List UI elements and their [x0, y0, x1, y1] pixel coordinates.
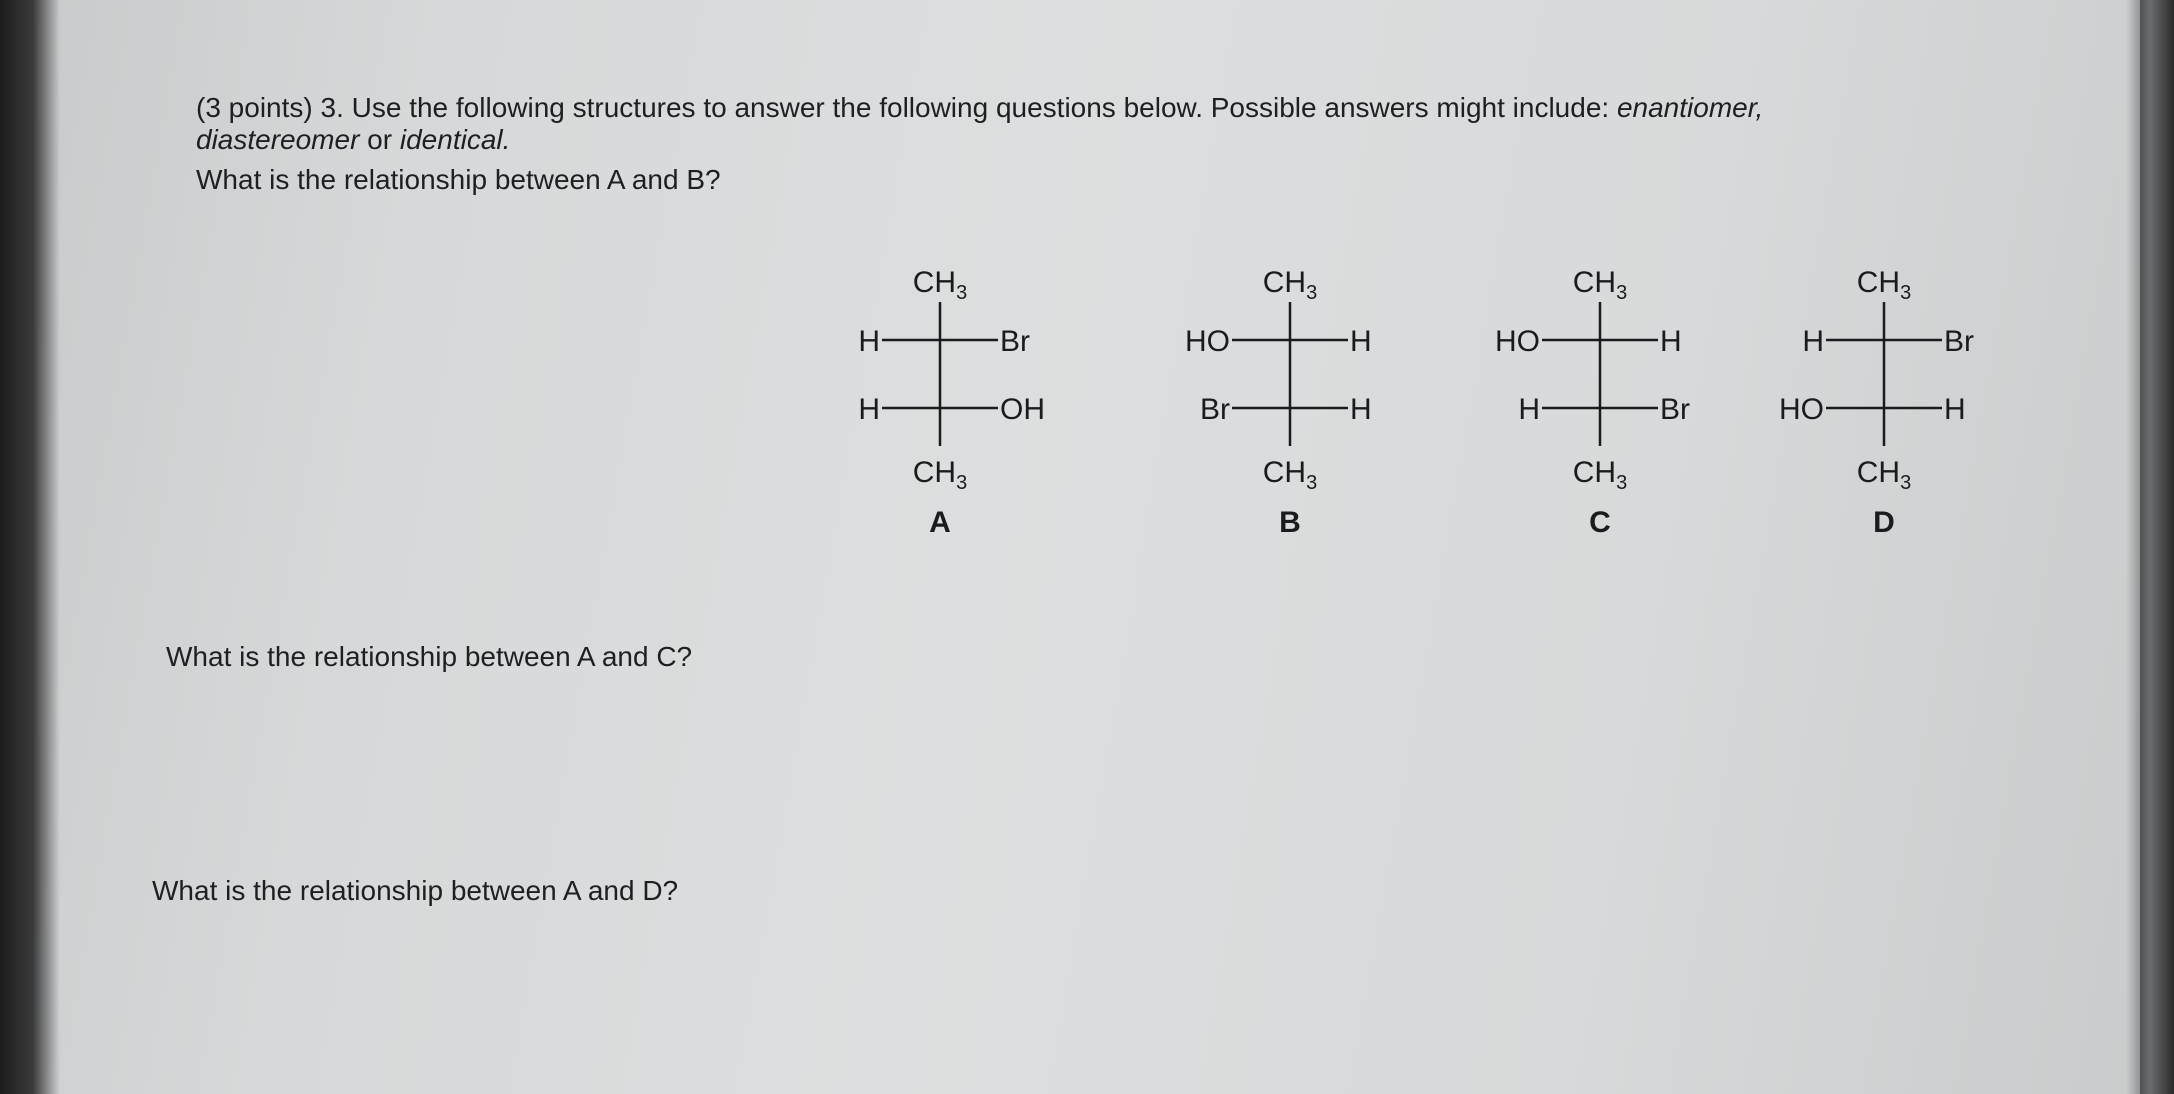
structure-b-row2-right: H [1350, 393, 1372, 426]
intro-text: (3 points) 3. Use the following structures to answer the following questions below. Possible answers might include: [196, 92, 1617, 123]
structure-d-row1-right: Br [1944, 325, 1974, 358]
structure-c-top-group: $CH_3$ [1572, 266, 1628, 304]
structure-c-row2-right: Br [1660, 393, 1690, 426]
structure-a-row2-left: H [858, 393, 880, 426]
intro-diastereomer: diastereomer [196, 124, 360, 155]
structure-b-row1-left: HO [1185, 325, 1230, 358]
structure-b-top-group: $CH_3$ [1262, 266, 1318, 304]
structure-b-row2-left: Br [1200, 393, 1230, 426]
question-intro-line2 [196, 124, 510, 156]
intro-or: or [359, 124, 400, 155]
structure-c-label: C [1589, 506, 1611, 539]
structure-a-row2-right: OH [1000, 393, 1045, 426]
structure-d-top-group: $CH_3$ [1856, 266, 1912, 304]
question-a-d: What is the relationship between A and D? [152, 875, 679, 906]
intro-enantiomer: enantiomer, [1616, 92, 1764, 123]
structure-d-row2-right: H [1944, 393, 1966, 426]
left-edge-shadow [0, 0, 60, 1094]
structure-a-row1-left: H [858, 325, 880, 358]
structure-a-label: A [929, 506, 951, 539]
structure-c-bottom-group: $CH_3$ [1572, 456, 1628, 494]
structure-a-row1-right: Br [1000, 325, 1030, 358]
structure-d-row1-left: H [1802, 325, 1824, 358]
right-edge-shadow [2126, 0, 2174, 1094]
structure-d-bottom-group: $CH_3$ [1856, 456, 1912, 494]
question-intro-line1 [196, 92, 1763, 124]
structure-c-row1-right: H [1660, 325, 1682, 358]
structure-d-row2-left: HO [1779, 393, 1824, 426]
structure-b-row1-right: H [1350, 325, 1372, 358]
question-a-c: What is the relationship between A and C? [166, 641, 693, 672]
structure-a-bottom-group: $CH_3$ [912, 456, 968, 494]
structure-c-row1-left: HO [1495, 325, 1540, 358]
structure-b-bottom-group: $CH_3$ [1262, 456, 1318, 494]
structure-b-label: B [1279, 506, 1301, 539]
intro-identical: identical. [399, 124, 511, 155]
structure-d-label: D [1873, 506, 1895, 539]
structure-a-top-group: $CH_3$ [912, 266, 968, 304]
fischer-projections [820, 250, 2000, 550]
structure-c-row2-left: H [1518, 393, 1540, 426]
question-a-b: What is the relationship between A and B? [196, 164, 721, 195]
